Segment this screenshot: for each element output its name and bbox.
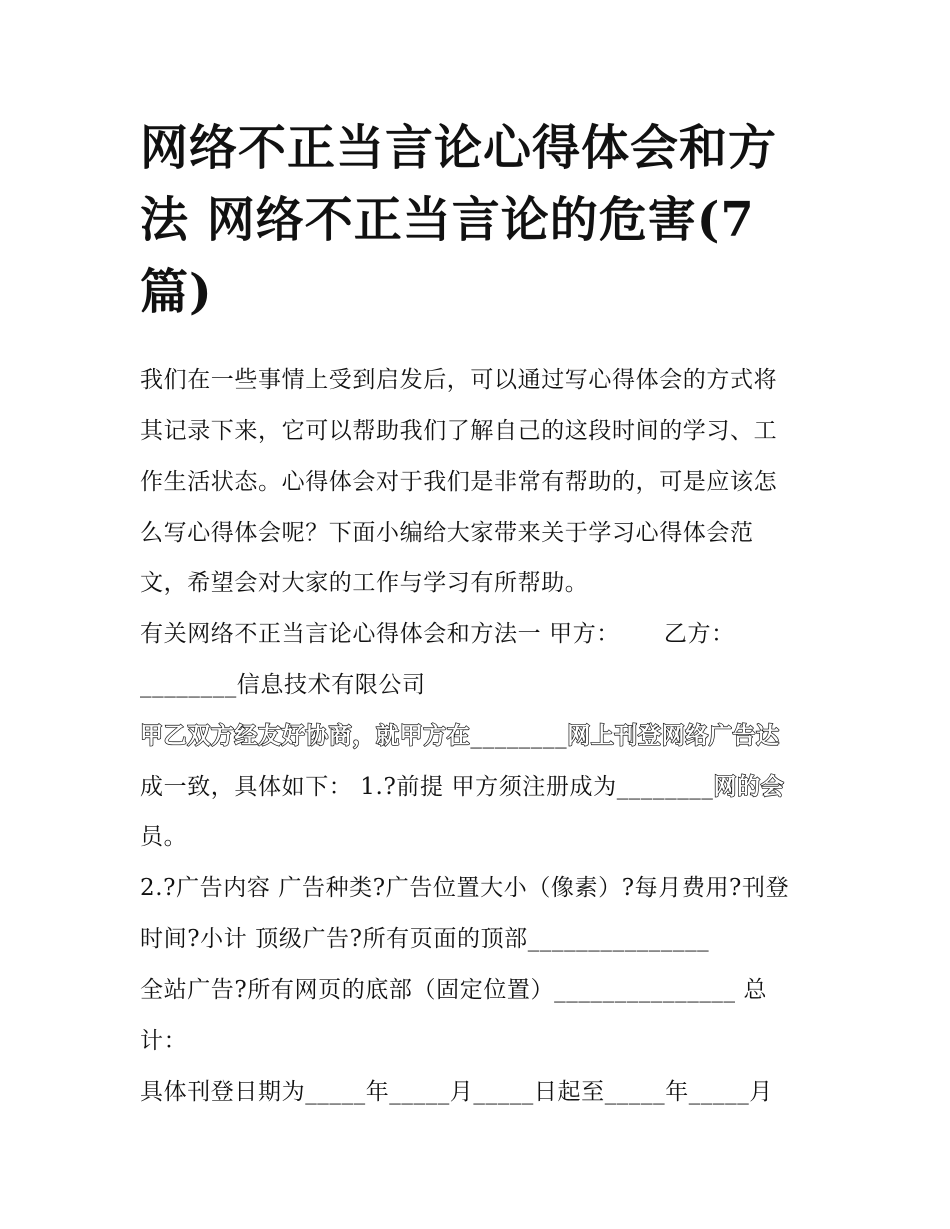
title-line: 法 网络不正当言论的危害(7 <box>140 192 755 248</box>
outlined-text: 网的会 <box>713 773 785 800</box>
ad-content-line: 计： <box>140 1028 188 1054</box>
title-line: 篇) <box>140 264 213 320</box>
intro-paragraph-line: 作生活状态。心得体会对于我们是非常有帮助的，可是应该怎 <box>140 469 778 495</box>
outlined-text: 网上刊登网络广告达 <box>567 722 780 749</box>
page-title <box>140 112 820 328</box>
blank-field: ________ <box>470 723 568 749</box>
section-heading-text: 有关网络不正当言论心得体会和方法一 甲方： <box>140 621 620 647</box>
title-line: 网络不正当言论心得体会和方 <box>140 120 778 176</box>
outlined-text: 甲乙双方经友好协商，就甲方在 <box>140 722 471 749</box>
intro-paragraph-line: 么写心得体会呢？下面小编给大家带来关于学习心得体会范 <box>140 520 754 546</box>
intro-paragraph-line: 文，希望会对大家的工作与学习有所帮助。 <box>140 570 589 596</box>
ad-content-line: 2.?广告内容 广告种类?广告位置大小（像素）?每月费用?刊登 <box>140 875 790 901</box>
schedule-line: 具体刊登日期为_____年_____月_____日起至_____年_____月 <box>140 1079 773 1105</box>
section-heading <box>140 619 735 649</box>
party-b-label: 乙方： <box>663 621 735 647</box>
agreement-line <box>140 721 780 751</box>
agreement-line <box>140 772 784 802</box>
agreement-line: 员。 <box>140 824 188 850</box>
intro-paragraph-line: 其记录下来，它可以帮助我们了解自己的这段时间的学习、工 <box>140 418 778 444</box>
intro-paragraph-line: 我们在一些事情上受到启发后，可以通过写心得体会的方式将 <box>140 367 778 393</box>
ad-content-line: 时间?小计 顶级广告?所有页面的顶部_______________ <box>140 926 710 952</box>
company-line: ________信息技术有限公司 <box>140 672 426 698</box>
agreement-text: 成一致，具体如下： 1.?前提 甲方须注册成为________ <box>140 774 714 800</box>
ad-content-line: 全站广告?所有网页的底部（固定位置）_______________ 总 <box>140 977 768 1003</box>
